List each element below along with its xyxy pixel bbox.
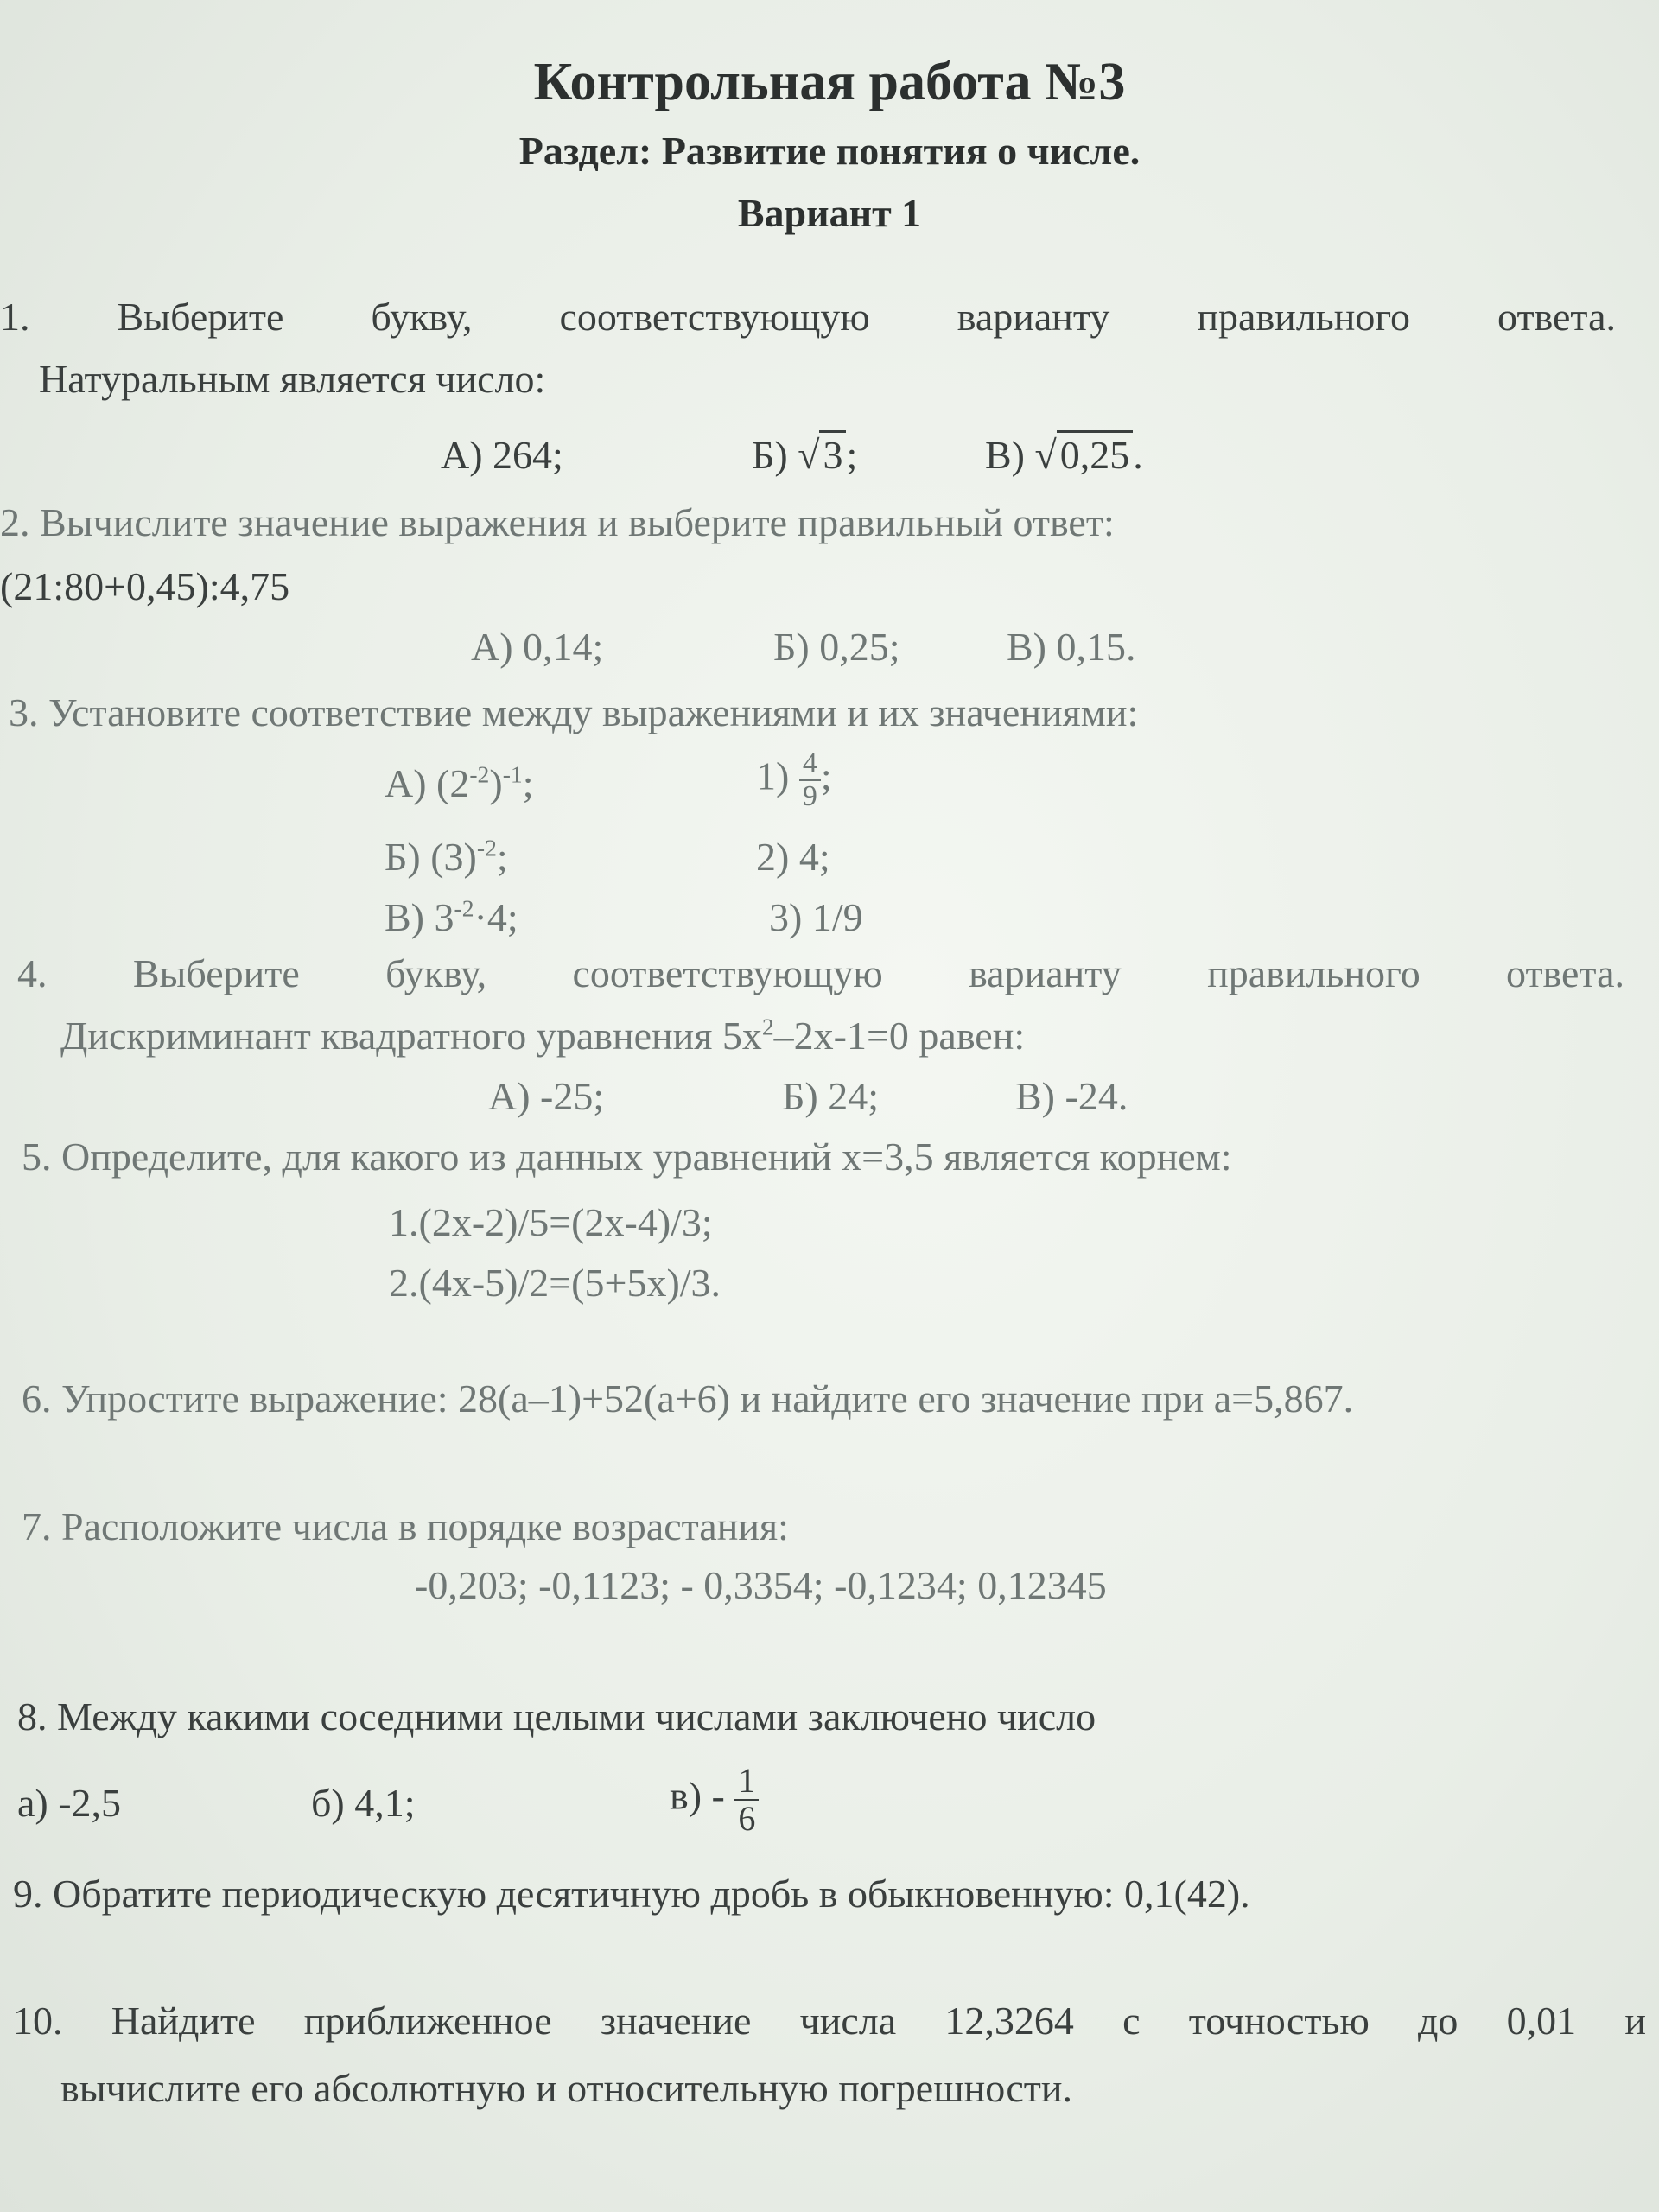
- question-8-option-b: б) 4,1;: [311, 1781, 416, 1825]
- question-4-option-b: Б) 24;: [782, 1074, 880, 1118]
- expr-b-base: Б) (3): [385, 835, 477, 879]
- sqrt-icon: √0,25: [1035, 432, 1134, 478]
- question-5-equation-2: 2.(4x-5)/2=(5+5x)/3.: [389, 1261, 721, 1305]
- question-3-text: 3. Установите соответствие между выражениями и их значениями:: [9, 690, 1139, 734]
- question-4-text: 4. Выберите букву, соответствующую варианту правильного ответа.: [17, 951, 1624, 995]
- question-2-expression: (21:80+0,45):4,75: [0, 564, 290, 608]
- option-b-suffix: ;: [846, 433, 858, 477]
- question-7-numbers: -0,203; -0,1123; - 0,3354; -0,1234; 0,12345: [415, 1563, 1107, 1607]
- question-1-subtext: Натуральным является число:: [39, 357, 546, 401]
- question-2-option-c: В) 0,15.: [1007, 625, 1136, 669]
- expr-c-base: В) 3: [385, 895, 454, 939]
- question-1-option-b: [752, 432, 857, 478]
- question-3-expr-c: [385, 894, 518, 940]
- question-4-subtext: [60, 1013, 1025, 1058]
- question-3-expr-b: [385, 834, 508, 880]
- question-4-option-c: В) -24.: [1015, 1074, 1128, 1118]
- fraction-denominator: 9: [802, 779, 817, 812]
- question-4-exponent: 2: [761, 1013, 774, 1040]
- expr-a-exp1: -2: [469, 760, 490, 788]
- section-title: Раздел: Развитие понятия о числе.: [518, 129, 1141, 173]
- question-9-text: 9. Обратите периодическую десятичную дробь в обыкновенную: 0,1(42).: [13, 1872, 1250, 1916]
- question-4-option-a: А) -25;: [488, 1074, 605, 1118]
- question-8-text: 8. Между какими соседними целыми числами заключено число: [17, 1694, 1096, 1738]
- expr-a-exp2: -1: [502, 760, 523, 788]
- fraction-denominator: 6: [738, 1799, 756, 1838]
- question-3-expr-a: [385, 760, 533, 806]
- question-1-text: 1. Выберите букву, соответствующую варианту правильного ответа.: [0, 295, 1616, 339]
- question-2-text: 2. Вычислите значение выражения и выберите правильный ответ:: [0, 500, 1115, 544]
- expr-a-mid: ): [489, 761, 503, 805]
- question-5-equation-1: 1.(2x-2)/5=(2x-4)/3;: [389, 1200, 713, 1244]
- question-3-value-2: 2) 4;: [756, 835, 830, 879]
- question-4-equation-end: –2x-1=0 равен:: [773, 1014, 1026, 1058]
- option-b-label: Б): [752, 433, 788, 477]
- radicand: 0,25: [1057, 430, 1134, 477]
- question-1-option-a: А) 264;: [441, 433, 563, 477]
- question-7-text: 7. Расположите числа в порядке возрастания:: [22, 1504, 789, 1548]
- question-2-option-a: А) 0,14;: [471, 625, 604, 669]
- fraction-numerator: 1: [734, 1763, 759, 1801]
- value-1-label: 1): [756, 753, 790, 798]
- question-8-option-a: а) -2,5: [17, 1781, 122, 1825]
- question-1-option-c: [985, 432, 1143, 478]
- option-c-label: В): [985, 433, 1025, 477]
- fraction: [799, 748, 821, 811]
- question-10-text: 10. Найдите приближенное значение числа 12,3264 с точностью до 0,01 и: [13, 1999, 1646, 2043]
- expr-b-exp: -2: [476, 834, 497, 861]
- question-3-value-1: [756, 748, 832, 811]
- expr-c-suffix: ·4;: [474, 895, 518, 939]
- question-2-option-b: Б) 0,25;: [773, 625, 900, 669]
- fraction-numerator: 4: [799, 748, 821, 781]
- question-8-option-c: [670, 1763, 759, 1837]
- question-3-value-3: 3) 1/9: [769, 895, 863, 939]
- option-c-suffix: .: [1133, 433, 1143, 477]
- question-4-equation-start: Дискриминант квадратного уравнения 5x: [60, 1014, 762, 1058]
- fraction: [734, 1763, 759, 1837]
- sqrt-icon: √3: [798, 432, 846, 478]
- question-10-subtext: вычислите его абсолютную и относительную погрешности.: [60, 2066, 1073, 2110]
- value-1-suffix: ;: [820, 753, 832, 798]
- expr-c-exp: -2: [454, 894, 474, 922]
- option-c-label: в) -: [670, 1773, 725, 1818]
- expr-a-suffix: ;: [522, 761, 534, 805]
- expr-b-suffix: ;: [496, 835, 508, 879]
- variant-label: Вариант 1: [737, 191, 922, 235]
- question-6-text: 6. Упростите выражение: 28(a–1)+52(a+6) и найдите его значение при a=5,867.: [22, 1376, 1354, 1421]
- radicand: 3: [819, 430, 846, 477]
- page-title: Контрольная работа №3: [533, 53, 1126, 111]
- expr-a-base: А) (2: [385, 761, 470, 805]
- question-5-text: 5. Определите, для какого из данных уравнений x=3,5 является корнем:: [22, 1135, 1232, 1179]
